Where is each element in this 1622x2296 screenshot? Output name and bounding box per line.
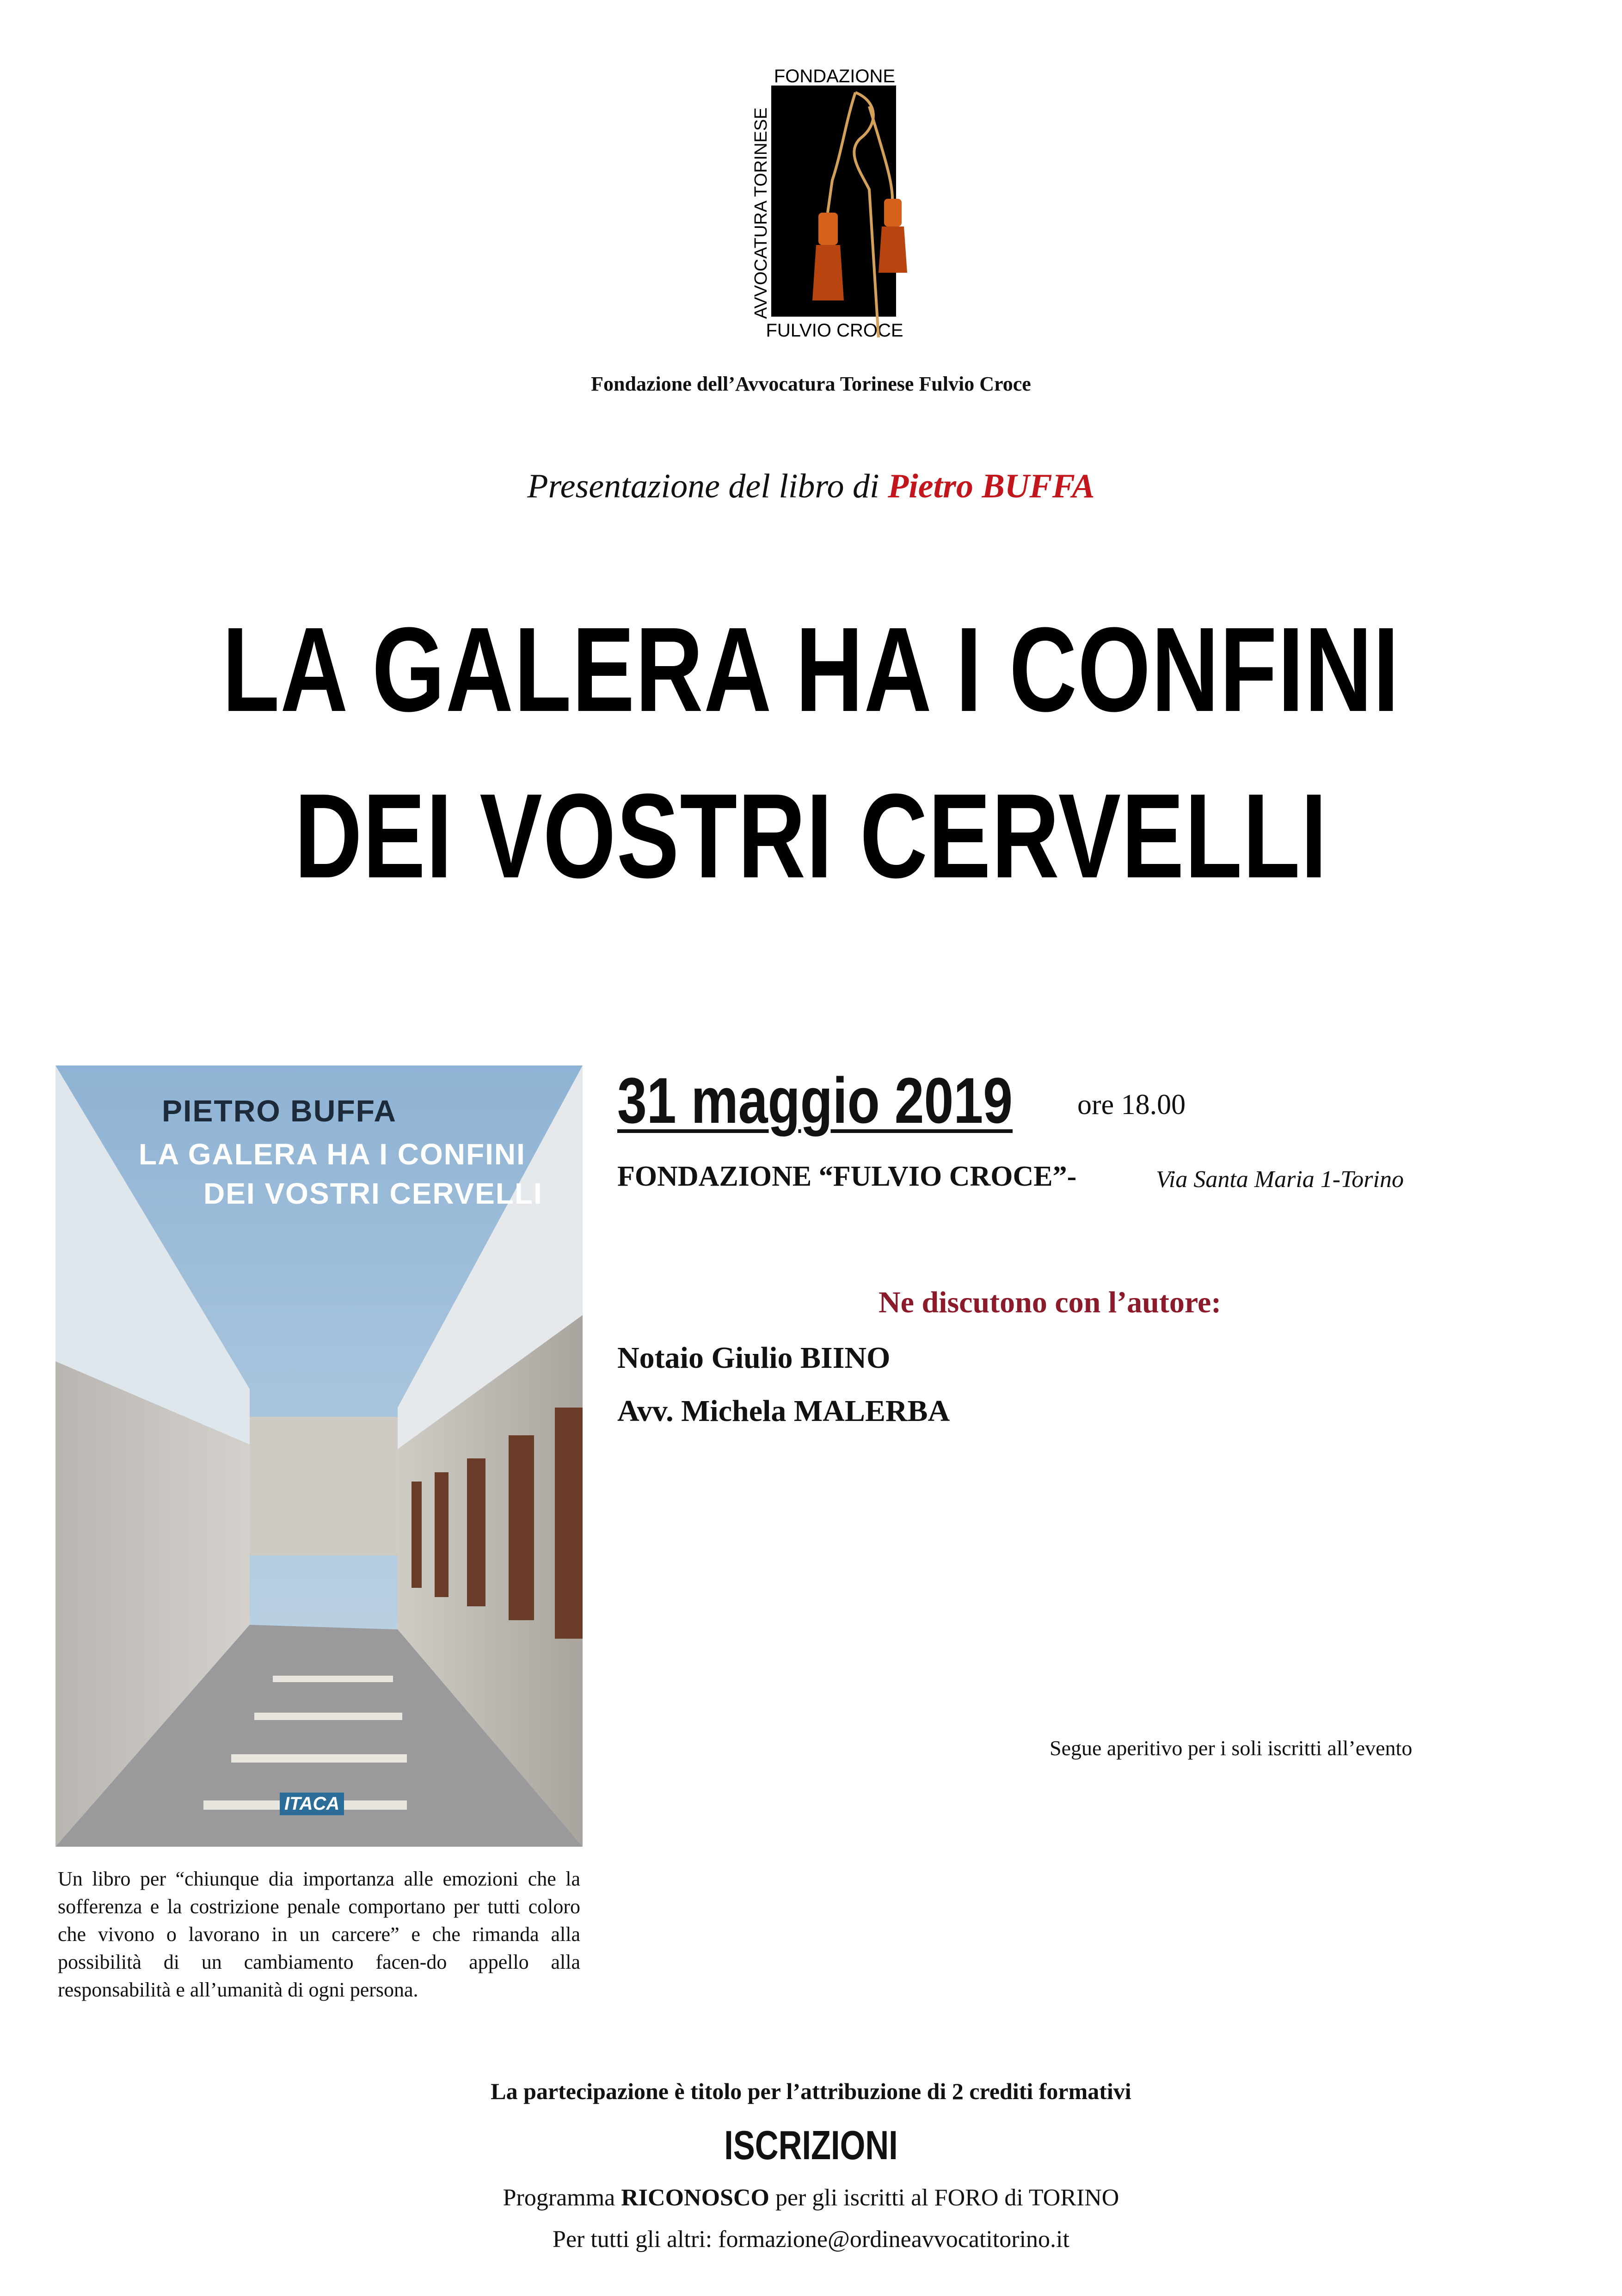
cover-title-line2: DEI VOSTRI CERVELLI xyxy=(203,1177,543,1210)
cover-author: PIETRO BUFFA xyxy=(162,1094,397,1128)
book-title-line1: LA GALERA HA I CONFINI xyxy=(222,603,1400,737)
speaker-item: Notaio Giulio BIINO xyxy=(617,1341,891,1375)
credits-note: La partecipazione è titolo per l’attribuzione di 2 crediti formativi xyxy=(491,2078,1131,2104)
presentation-intro xyxy=(0,467,1622,506)
program-prefix: Programma xyxy=(503,2185,621,2211)
publisher-logo: ITACA xyxy=(280,1793,344,1815)
event-venue: FONDAZIONE “FULVIO CROCE”- xyxy=(617,1161,1077,1192)
event-address: Via Santa Maria 1-Torino xyxy=(1156,1166,1404,1193)
intro-author: Pietro BUFFA xyxy=(888,467,1095,505)
organization-name: Fondazione dell’Avvocatura Torinese Fulvio Croce xyxy=(591,373,1031,395)
aperitivo-note: Segue aperitivo per i soli iscritti all’evento xyxy=(1050,1736,1413,1760)
logo-text-bottom: FULVIO CROCE xyxy=(766,320,903,341)
logo-text-side: AVVOCATURA TORINESE xyxy=(751,107,771,319)
speaker-item: Avv. Michela MALERBA xyxy=(617,1394,950,1428)
registration-program xyxy=(0,2184,1622,2211)
intro-prefix: Presentazione del libro di xyxy=(527,467,888,505)
registration-heading: ISCRIZIONI xyxy=(724,2122,898,2168)
discussion-heading: Ne discutono con l’autore: xyxy=(879,1286,1222,1319)
cover-title-line1: LA GALERA HA I CONFINI xyxy=(139,1138,526,1171)
book-title-line2: DEI VOSTRI CERVELLI xyxy=(294,769,1328,903)
program-name: RICONOSCO xyxy=(621,2185,769,2211)
program-suffix: per gli iscritti al FORO di TORINO xyxy=(769,2185,1119,2211)
event-time: ore 18.00 xyxy=(1077,1089,1186,1120)
logo-text-top: FONDAZIONE xyxy=(774,66,896,86)
foundation-logo xyxy=(740,60,934,365)
registration-others: Per tutti gli altri: formazione@ordineavvocatitorino.it xyxy=(553,2226,1069,2253)
book-blurb: Un libro per “chiunque dia importanza alle emozioni che la sofferenza e la costrizione penale comportano per tutti coloro che vivono o lavorano in un carcere” e che rimanda alla possibilità di un cambiamento facen-do appello alla responsabilità e all’umanità di ogni persona. xyxy=(58,1867,580,2001)
event-date: 31 maggio 2019 xyxy=(617,1064,1013,1137)
